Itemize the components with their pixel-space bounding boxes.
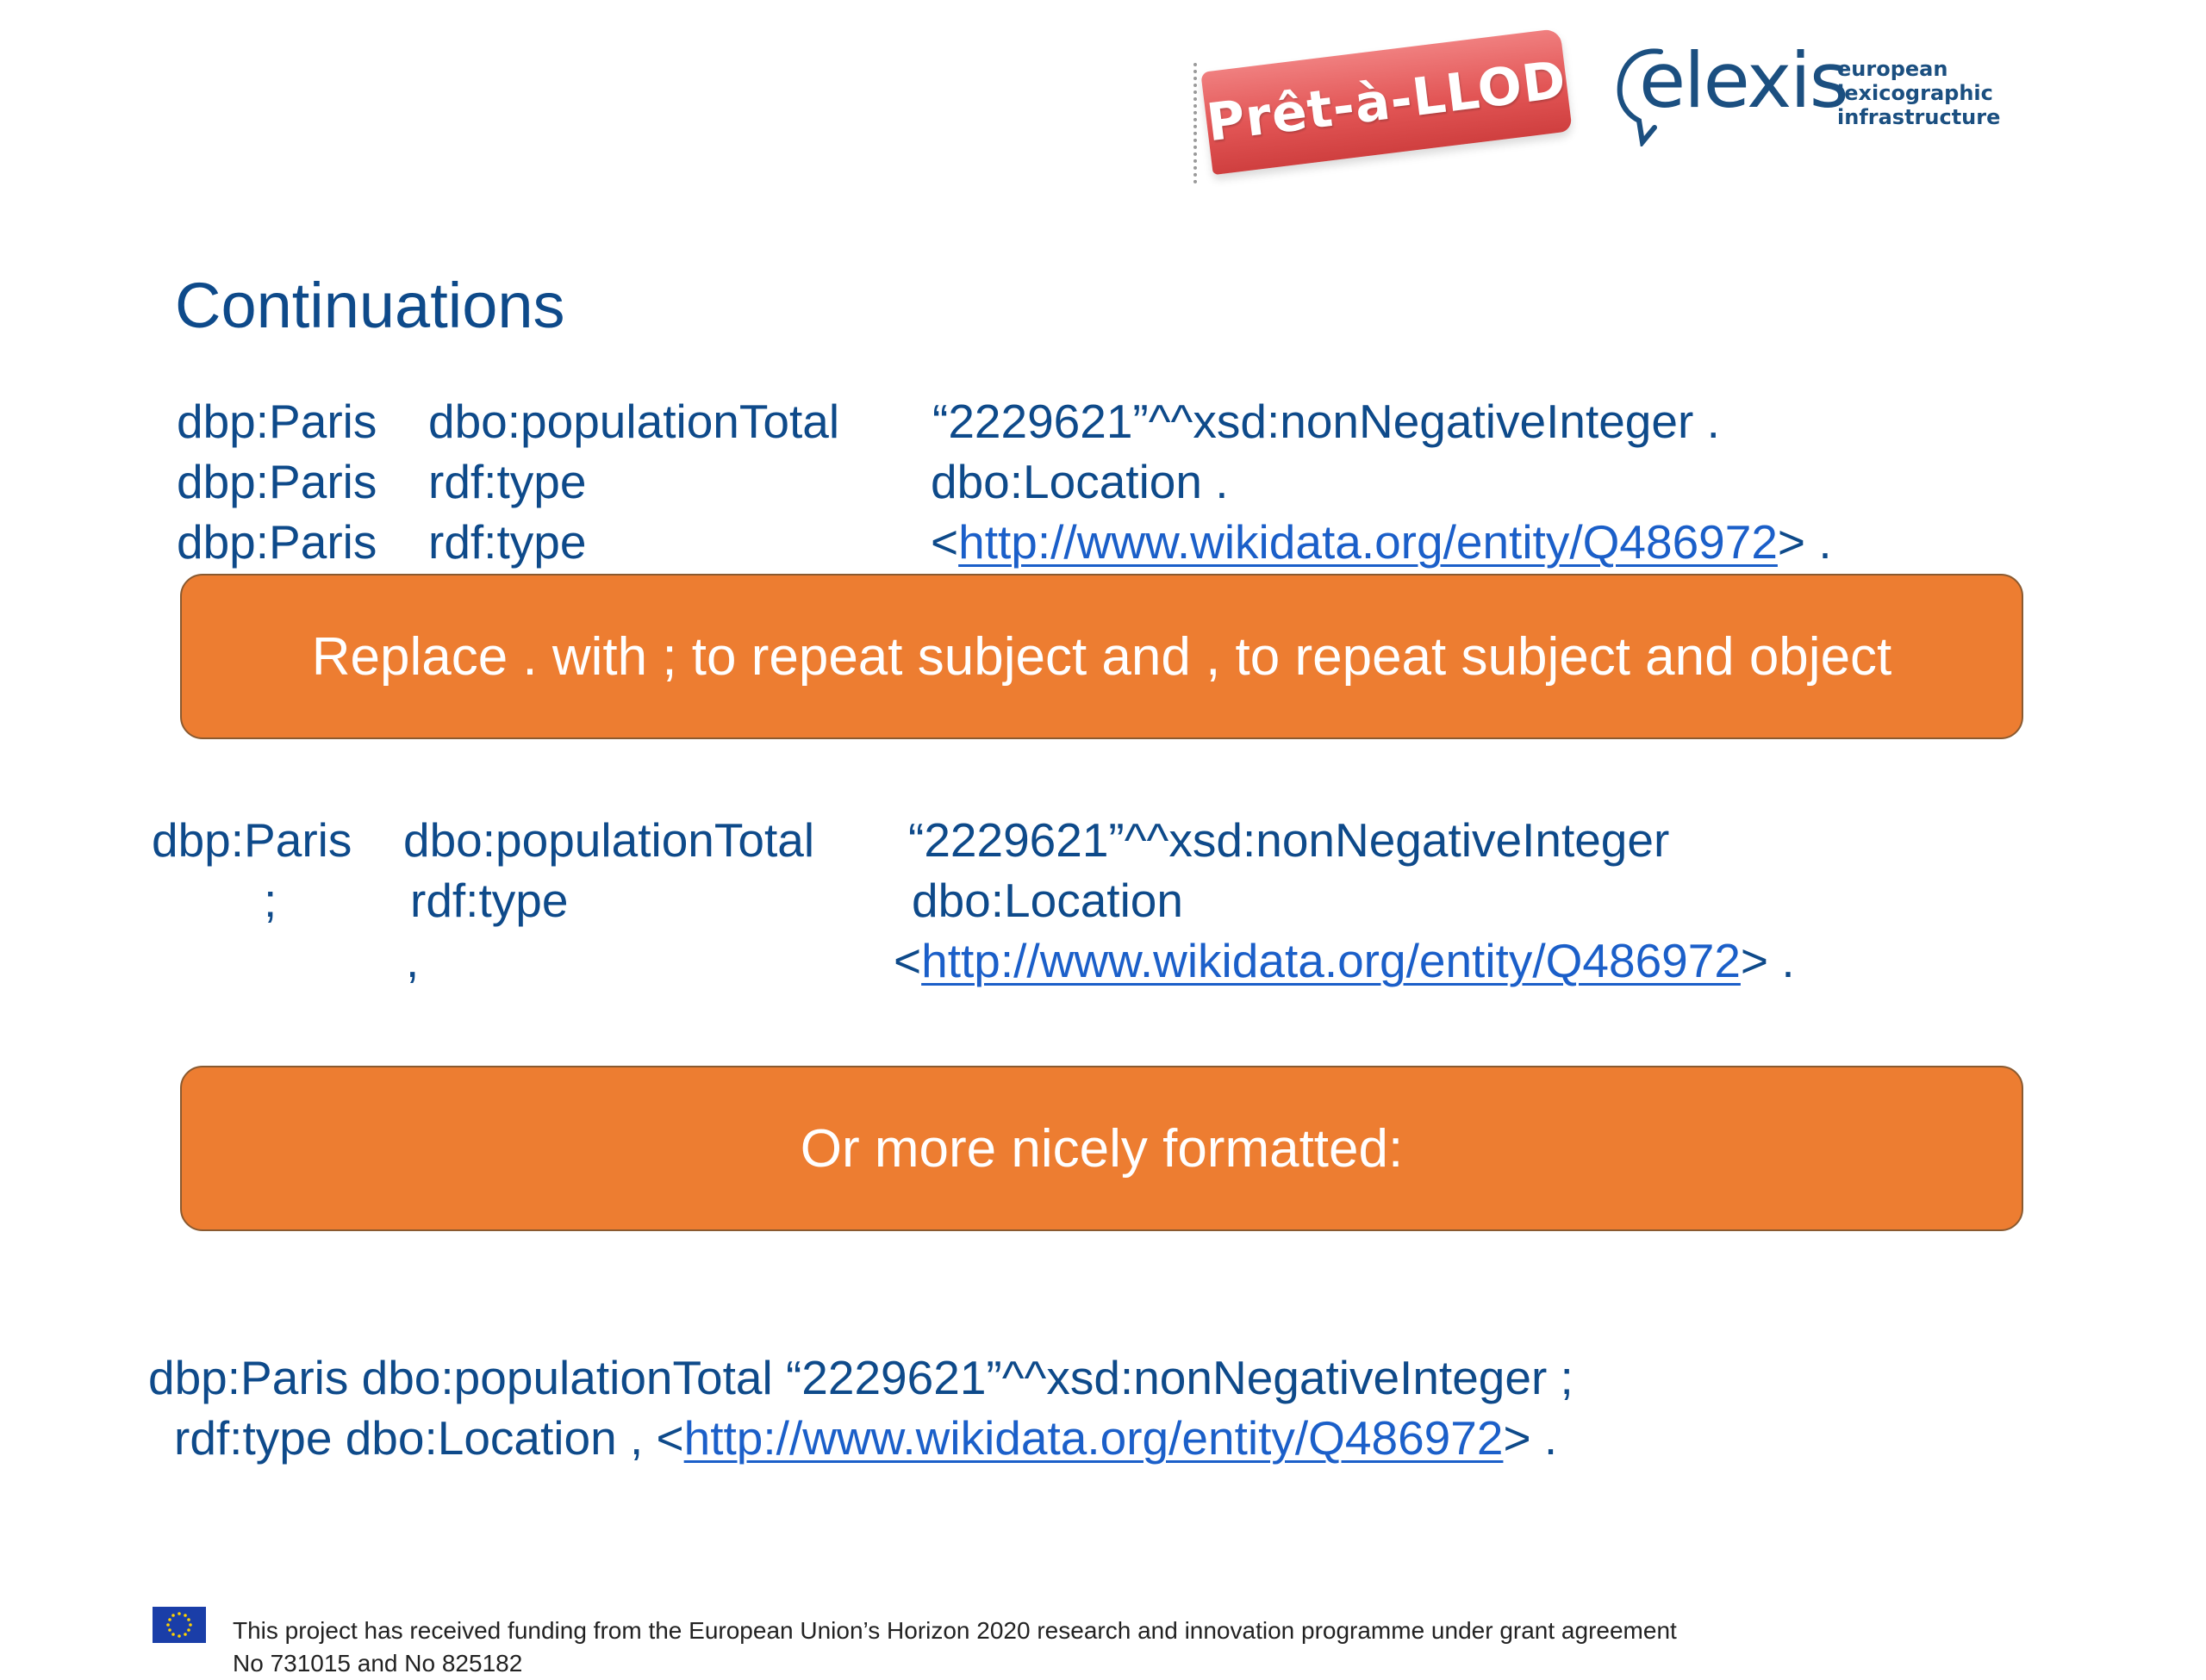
eu-flag-icon (153, 1607, 206, 1643)
triple-subject: dbp:Paris (152, 813, 352, 867)
triple-subject: dbp:Paris (177, 515, 377, 569)
pret-a-llod-logo (1193, 16, 1581, 179)
triple-object (931, 515, 1832, 569)
ribbon-logo-text: Prêt-à-LLOD (1203, 49, 1570, 154)
ribbon-banner (1200, 28, 1572, 175)
wikidata-link[interactable]: http://www.wikidata.org/entity/Q486972 (683, 1411, 1504, 1465)
formatted-line-2 (174, 1411, 1558, 1465)
triple-object: “2229621”^^xsd:nonNegativeInteger (908, 813, 1670, 867)
angle-close: > . (1740, 934, 1795, 987)
triple-subject: dbp:Paris (177, 455, 377, 508)
wikidata-link[interactable]: http://www.wikidata.org/entity/Q486972 (958, 515, 1778, 569)
formatted-line-2-suffix: > . (1503, 1411, 1558, 1465)
triple-predicate: dbo:populationTotal (428, 395, 840, 448)
angle-open: < (894, 934, 922, 987)
explanation-banner (180, 574, 2023, 739)
triple-predicate: rdf:type (428, 455, 587, 508)
eu-stars-icon (153, 1607, 206, 1643)
triple-object: “2229621”^^xsd:nonNegativeInteger . (932, 395, 1720, 448)
triple-subject: dbp:Paris (177, 395, 377, 448)
semicolon-separator: ; (264, 874, 277, 927)
angle-open: < (931, 515, 959, 569)
elexis-tagline (1837, 57, 2096, 129)
angle-close: > . (1777, 515, 1832, 569)
triple-predicate: rdf:type (410, 874, 569, 927)
format-banner (180, 1066, 2023, 1231)
triple-object: dbo:Location . (931, 455, 1229, 508)
triple-object: dbo:Location (912, 874, 1183, 927)
triple-object (894, 934, 1795, 987)
elexis-tagline-line2: infrastructure (1837, 105, 2001, 129)
elexis-tagline-line1: european lexicographic (1837, 57, 1993, 105)
comma-separator: , (406, 934, 420, 987)
explanation-banner-text: Replace . with ; to repeat subject and , to repeat subject and object (311, 626, 1892, 687)
funding-notice: This project has received funding from the European Union’s Horizon 2020 research and innovation programme under grant agreement No 731015 and No 825182 (233, 1617, 1677, 1677)
formatted-line-1: dbp:Paris dbo:populationTotal “2229621”^^xsd:nonNegativeInteger ; (148, 1351, 1573, 1404)
triple-predicate: rdf:type (428, 515, 587, 569)
wikidata-link[interactable]: http://www.wikidata.org/entity/Q486972 (921, 934, 1741, 987)
elexis-logo (1613, 34, 2096, 146)
format-banner-text: Or more nicely formatted: (800, 1118, 1404, 1179)
formatted-line-2-prefix: rdf:type dbo:Location , < (174, 1411, 684, 1465)
triple-predicate: dbo:populationTotal (403, 813, 815, 867)
slide-title: Continuations (175, 270, 565, 341)
elexis-logo-text: elexis (1639, 36, 1848, 125)
